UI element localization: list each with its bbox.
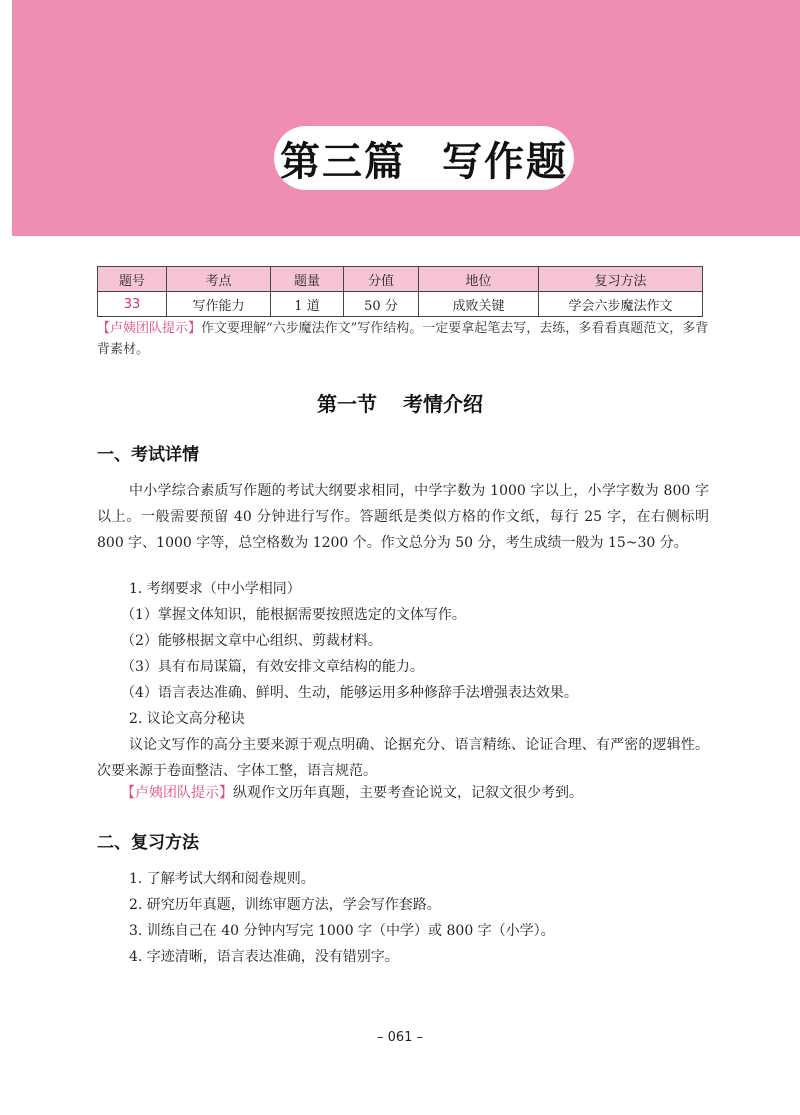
section-title-part1: 第一节 [317,392,377,416]
table-cell: 学会六步魔法作文 [539,292,703,317]
requirement-item: （1）掌握文体知识，能根据需要按照选定的文体写作。 [121,607,466,623]
table-cell: 1 道 [271,292,344,317]
table-header-cell: 题号 [98,267,167,292]
table-header-cell: 地位 [419,267,539,292]
requirement-item: （3）具有布局谋篇，有效安排文章结构的能力。 [121,659,424,675]
intro-paragraph: 中小学综合素质写作题的考试大纲要求相同，中学字数为 1000 字以上，小学字数为 800 字以上。一般需要预留 40 分钟进行写作。答题纸是类似方格的作文纸，每行 25 字，在右侧标明 800 字、1000 字等，总空格数为 1200 个。作文总分为 50 分，考生成绩一般为 15~30 分。 [97,483,709,551]
heading-exam-details: 一、考试详情 [97,445,199,465]
team-tip-middle [121,782,583,802]
review-item: 3. 训练自己在 40 分钟内写完 1000 字（中学）或 800 字（小学）。 [129,923,555,939]
tip-text: 纵观作文历年真题，主要考查论说文，记叙文很少考到。 [233,785,583,801]
table-header-cell: 复习方法 [539,267,703,292]
page-number: – 061 – [376,1030,424,1045]
team-tip-top [97,318,709,360]
chapter-title-part2: 写作题 [442,138,568,185]
requirement-item: （2）能够根据文章中心组织、剪裁材料。 [121,633,382,649]
tip-text: 作文要理解“六步魔法作文”写作结构。一定要拿起笔去写，去练，多看看真题范文，多背背素材。 [97,321,709,357]
requirement-item: （4）语言表达准确、鲜明、生动，能够运用多种修辞手法增强表达效果。 [121,685,578,701]
table-row [98,292,703,317]
tip-label: 【卢姨团队提示】 [97,321,202,336]
chapter-title-part1: 第三篇 [280,138,406,185]
section-title [0,388,800,417]
table-header-cell: 考点 [167,267,271,292]
table-cell-question-number: 33 [98,292,167,317]
table-header-cell: 分值 [344,267,419,292]
chapter-title [274,126,574,190]
chapter-banner [12,0,800,236]
review-item: 2. 研究历年真题，训练审题方法，学会写作套路。 [129,897,441,913]
table-cell: 成败关键 [419,292,539,317]
secret-paragraph: 议论文写作的高分主要来源于观点明确、论据充分、语言精练、论证合理、有严密的逻辑性。次要来源于卷面整洁、字体工整，语言规范。 [97,737,709,779]
review-item: 4. 字迹清晰，语言表达准确，没有错别字。 [129,949,399,965]
heading-review-methods: 二、复习方法 [97,833,199,853]
requirements-title: 1. 考纲要求（中小学相同） [129,581,301,597]
review-item: 1. 了解考试大纲和阅卷规则。 [129,871,315,887]
table-cell: 写作能力 [167,292,271,317]
secret-title: 2. 议论文高分秘诀 [129,711,245,727]
tip-label: 【卢姨团队提示】 [121,785,233,801]
table-header-row [98,267,703,292]
section-title-part2: 考情介绍 [403,392,483,416]
table-cell: 50 分 [344,292,419,317]
table-header-cell: 题量 [271,267,344,292]
exam-info-table [97,266,703,317]
